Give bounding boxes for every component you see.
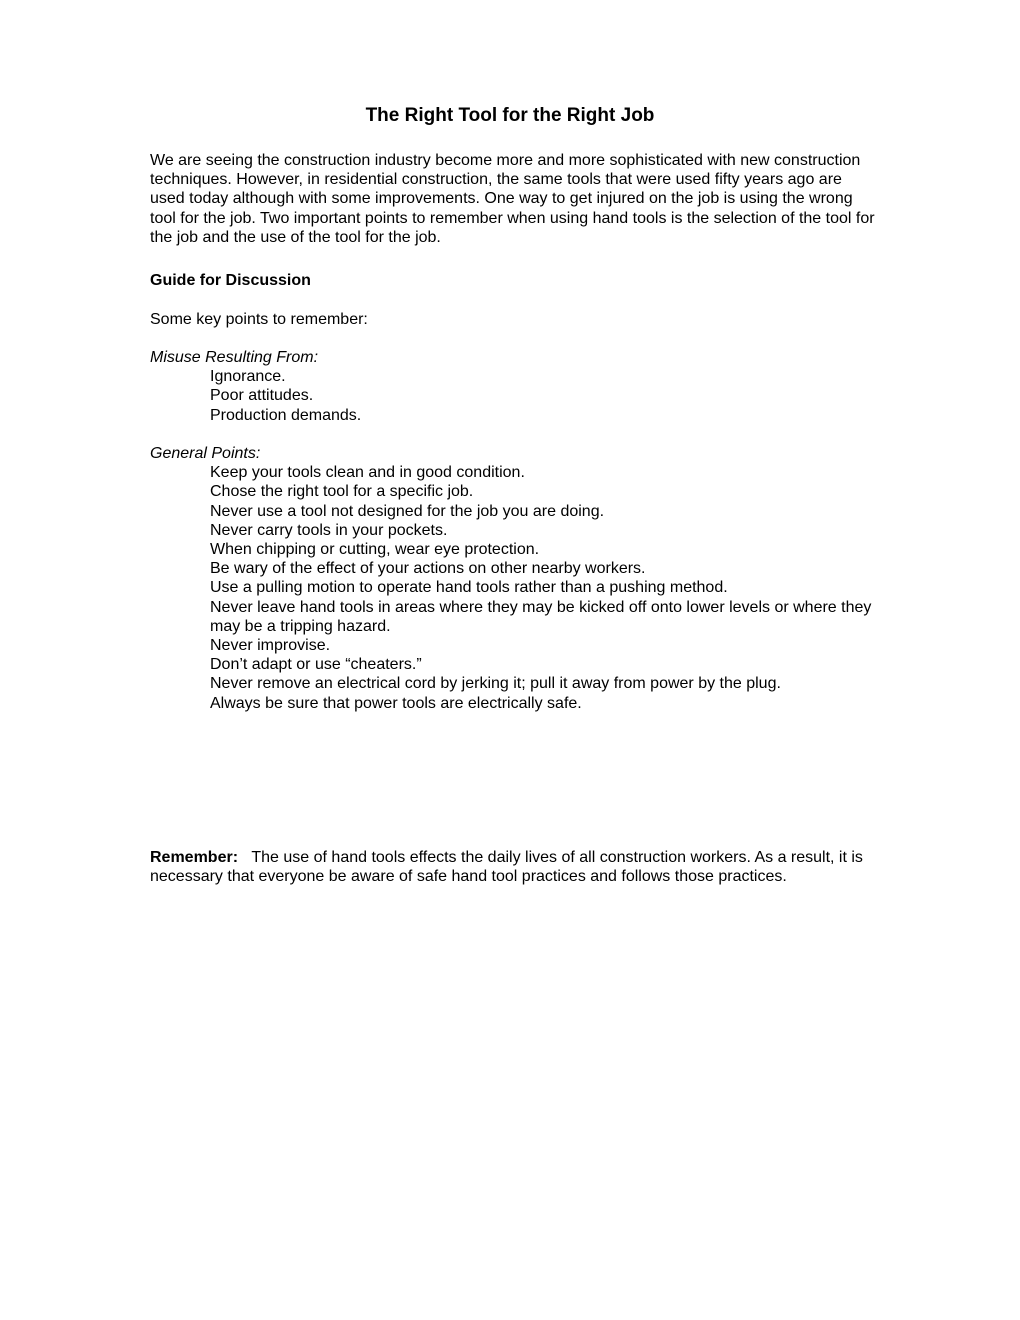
remember-label: Remember:	[150, 849, 239, 866]
list-item: Always be sure that power tools are electrically safe.	[210, 694, 582, 712]
general-points-label: General Points:	[150, 445, 261, 462]
list-item: Never carry tools in your pockets.	[210, 521, 448, 539]
intro-paragraph: We are seeing the construction industry become more and more sophisticated with new construction techniques. However, in residential construction, the same tools that were used fifty years ago are used today although with some improvements. One way to get injured on the job is using the wrong tool for the job. Two important points to remember when using hand tools is the selection of the tool for the job and the use of the tool for the job.	[150, 152, 875, 246]
list-item: Ignorance.	[210, 368, 286, 386]
list-item: Don’t adapt or use “cheaters.”	[210, 656, 422, 674]
list-item: Keep your tools clean and in good condition.	[210, 464, 525, 482]
misuse-section	[150, 348, 878, 425]
remember-text: The use of hand tools effects the daily lives of all construction workers. As a result, it is necessary that everyone be aware of safe hand tool practices and follows those practices.	[150, 849, 863, 886]
misuse-label: Misuse Resulting From:	[150, 349, 319, 366]
list-item: Production demands.	[210, 406, 362, 424]
list-item: When chipping or cutting, wear eye protection.	[210, 541, 540, 559]
general-points-section	[150, 444, 878, 713]
list-item: Chose the right tool for a specific job.	[210, 483, 474, 501]
list-item: Use a pulling motion to operate hand tools rather than a pushing method.	[210, 579, 728, 597]
page-title: The Right Tool for the Right Job	[365, 105, 655, 126]
remember-paragraph	[150, 848, 880, 886]
list-item: Poor attitudes.	[210, 387, 314, 405]
list-item: Never use a tool not designed for the job you are doing.	[210, 502, 605, 520]
general-points-list	[150, 463, 878, 713]
misuse-list	[150, 367, 878, 425]
list-item: Never remove an electrical cord by jerking it; pull it away from power by the plug.	[210, 675, 781, 693]
list-item: Never improvise.	[210, 637, 331, 655]
list-item: Never leave hand tools in areas where they may be kicked off onto lower levels or where they may be a tripping hazard.	[210, 598, 872, 635]
guide-heading: Guide for Discussion	[150, 272, 311, 289]
list-item: Be wary of the effect of your actions on other nearby workers.	[210, 560, 646, 578]
key-points-intro: Some key points to remember:	[150, 311, 368, 328]
